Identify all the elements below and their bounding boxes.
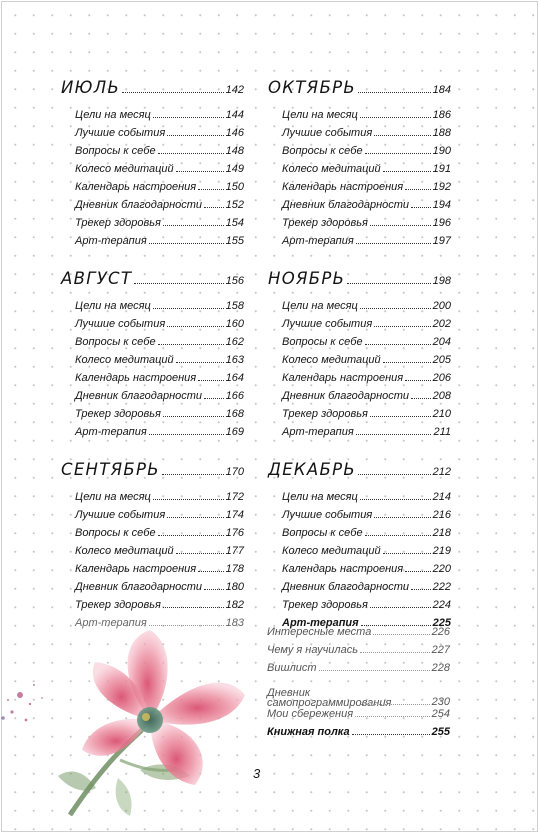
toc-item-page: 176 bbox=[225, 527, 244, 539]
dot-leader bbox=[158, 535, 224, 536]
dot-leader bbox=[158, 344, 224, 345]
toc-item-page: 149 bbox=[225, 163, 244, 175]
toc-item[interactable] bbox=[75, 235, 244, 253]
month-name: СЕНТЯБРЬ bbox=[61, 460, 160, 479]
month-name: НОЯБРЬ bbox=[268, 269, 346, 288]
toc-item-label: Интересные места bbox=[267, 626, 372, 638]
toc-item-label: Лучшие события bbox=[75, 318, 166, 330]
dot-leader bbox=[204, 398, 224, 399]
toc-section-november bbox=[268, 269, 451, 444]
toc-item-page: 220 bbox=[432, 563, 451, 575]
toc-item[interactable] bbox=[282, 426, 451, 444]
month-page-number: 170 bbox=[225, 466, 244, 478]
dot-leader bbox=[383, 553, 431, 554]
toc-item-label: Дневник благодарности bbox=[282, 390, 410, 402]
toc-item[interactable] bbox=[75, 181, 244, 199]
dot-leader bbox=[176, 553, 224, 554]
dot-leader bbox=[352, 734, 430, 735]
toc-item-page: 155 bbox=[225, 235, 244, 247]
toc-item[interactable] bbox=[75, 491, 244, 509]
toc-item[interactable] bbox=[282, 491, 451, 509]
toc-extra-item[interactable] bbox=[267, 626, 450, 644]
dot-leader bbox=[405, 571, 431, 572]
toc-item-label: Дневник благодарности bbox=[75, 390, 203, 402]
toc-item-label: Арт-терапия bbox=[75, 235, 147, 247]
dot-leader bbox=[176, 362, 224, 363]
toc-item-page: 158 bbox=[225, 300, 244, 312]
leaf bbox=[58, 772, 96, 791]
toc-extra-item[interactable] bbox=[267, 644, 450, 662]
toc-item-label: Дневник благодарности bbox=[75, 199, 203, 211]
toc-item-label: Мои сбережения bbox=[267, 708, 354, 720]
toc-item-page: 226 bbox=[431, 626, 450, 638]
toc-extra-item[interactable] bbox=[267, 726, 450, 744]
dot-leader bbox=[153, 117, 224, 118]
dot-leader bbox=[374, 135, 430, 136]
toc-item-page: 188 bbox=[432, 127, 451, 139]
toc-item-label: Дневник самопрограммирования bbox=[267, 687, 392, 709]
watercolor-flower-illustration bbox=[0, 600, 260, 820]
toc-item[interactable] bbox=[75, 354, 244, 372]
dot-leader bbox=[355, 716, 430, 717]
toc-item-label: Книжная полка bbox=[267, 726, 350, 738]
dot-leader bbox=[356, 434, 432, 435]
toc-item-label: Дневник благодарности bbox=[282, 199, 410, 211]
toc-item-label: Цели на месяц bbox=[75, 300, 151, 312]
toc-item-label: Цели на месяц bbox=[75, 109, 151, 121]
dot-leader bbox=[383, 362, 431, 363]
dot-leader bbox=[204, 207, 224, 208]
toc-item-page: 166 bbox=[225, 390, 244, 402]
toc-item-label: Вопросы к себе bbox=[282, 145, 363, 157]
toc-item-page: 218 bbox=[432, 527, 451, 539]
toc-item-label: Трекер здоровья bbox=[75, 408, 161, 420]
toc-item-page: 210 bbox=[432, 408, 451, 420]
toc-column-left bbox=[61, 78, 244, 651]
toc-month-heading[interactable] bbox=[61, 78, 244, 104]
toc-item-label: Цели на месяц bbox=[282, 109, 358, 121]
page-number: 3 bbox=[253, 766, 261, 781]
dot-leader bbox=[360, 652, 430, 653]
toc-item[interactable] bbox=[282, 109, 451, 127]
dot-leader bbox=[370, 225, 431, 226]
dot-leader bbox=[198, 189, 224, 190]
month-page-number: 198 bbox=[432, 275, 451, 287]
toc-item-label: Лучшие события bbox=[282, 127, 373, 139]
dot-leader bbox=[158, 153, 224, 154]
month-name: ИЮЛЬ bbox=[61, 78, 121, 97]
toc-item-label: Колесо медитаций bbox=[282, 545, 381, 557]
toc-item-page: 194 bbox=[432, 199, 451, 211]
toc-item[interactable] bbox=[282, 163, 451, 181]
toc-item-label: Арт-терапия bbox=[282, 617, 359, 629]
toc-item[interactable] bbox=[282, 300, 451, 318]
toc-section-december bbox=[268, 460, 451, 635]
toc-item-label: Колесо медитаций bbox=[282, 163, 381, 175]
toc-month-heading[interactable] bbox=[61, 460, 244, 486]
toc-extra-item[interactable] bbox=[267, 680, 450, 708]
dot-leader bbox=[163, 225, 224, 226]
toc-item-page: 174 bbox=[225, 509, 244, 521]
dot-leader bbox=[411, 207, 431, 208]
toc-item-label: Календарь настроения bbox=[75, 372, 197, 384]
toc-item[interactable] bbox=[282, 563, 451, 581]
toc-item-page: 152 bbox=[225, 199, 244, 211]
toc-item-page: 183 bbox=[225, 617, 244, 629]
dot-leader bbox=[360, 499, 431, 500]
dot-leader bbox=[373, 634, 429, 635]
dot-leader bbox=[360, 308, 431, 309]
toc-item[interactable] bbox=[75, 408, 244, 426]
toc-item-page: 180 bbox=[225, 581, 244, 593]
toc-item[interactable] bbox=[282, 390, 451, 408]
toc-item-label: Чему я научилась bbox=[267, 644, 359, 656]
month-page-number: 212 bbox=[432, 466, 451, 478]
dot-leader bbox=[204, 589, 224, 590]
toc-item-page: 192 bbox=[432, 181, 451, 193]
toc-item[interactable] bbox=[75, 199, 244, 217]
toc-item-page: 254 bbox=[431, 708, 450, 720]
toc-item-page: 163 bbox=[225, 354, 244, 366]
toc-item[interactable] bbox=[282, 372, 451, 390]
toc-item-label: Дневник благодарности bbox=[75, 581, 203, 593]
toc-item-page: 208 bbox=[432, 390, 451, 402]
toc-item-label: Вопросы к себе bbox=[75, 527, 156, 539]
toc-item-page: 191 bbox=[432, 163, 451, 175]
toc-item-label: Календарь настроения bbox=[282, 372, 404, 384]
toc-item-page: 202 bbox=[432, 318, 451, 330]
month-name: ОКТЯБРЬ bbox=[268, 78, 356, 97]
toc-item[interactable] bbox=[75, 300, 244, 318]
toc-item-page: 182 bbox=[225, 599, 244, 611]
toc-item[interactable] bbox=[282, 408, 451, 426]
toc-item-label: Трекер здоровья bbox=[282, 599, 368, 611]
toc-item-page: 216 bbox=[432, 509, 451, 521]
month-page-number: 142 bbox=[225, 84, 244, 96]
toc-item-page: 154 bbox=[225, 217, 244, 229]
dot-leader bbox=[153, 308, 224, 309]
toc-item-label: Трекер здоровья bbox=[75, 599, 161, 611]
toc-item[interactable] bbox=[75, 109, 244, 127]
dot-leader bbox=[365, 153, 431, 154]
toc-item[interactable] bbox=[282, 181, 451, 199]
toc-item-page: 227 bbox=[431, 644, 450, 656]
toc-item-label: Календарь настроения bbox=[282, 181, 404, 193]
flower-petals bbox=[82, 630, 245, 785]
toc-item[interactable] bbox=[282, 235, 451, 253]
dot-leader bbox=[319, 670, 430, 671]
toc-item[interactable] bbox=[282, 199, 451, 217]
toc-item[interactable] bbox=[282, 318, 451, 336]
toc-item[interactable] bbox=[75, 318, 244, 336]
dot-leader bbox=[374, 326, 430, 327]
dot-leader bbox=[383, 171, 431, 172]
toc-item[interactable] bbox=[75, 426, 244, 444]
toc-item-label: Календарь настроения bbox=[75, 563, 197, 575]
toc-month-heading[interactable] bbox=[268, 78, 451, 104]
toc-item-label: Трекер здоровья bbox=[282, 217, 368, 229]
dot-leader bbox=[365, 344, 431, 345]
toc-item-page: 178 bbox=[225, 563, 244, 575]
toc-item[interactable] bbox=[282, 336, 451, 354]
toc-item-label: Трекер здоровья bbox=[75, 217, 161, 229]
toc-item-page: 164 bbox=[225, 372, 244, 384]
toc-item-label: Лучшие события bbox=[75, 509, 166, 521]
toc-item-page: 255 bbox=[431, 726, 450, 738]
toc-item[interactable] bbox=[75, 563, 244, 581]
toc-item-page: 196 bbox=[432, 217, 451, 229]
toc-item-label: Календарь настроения bbox=[75, 181, 197, 193]
dot-leader bbox=[365, 535, 431, 536]
dot-leader bbox=[149, 243, 224, 244]
month-page-number: 156 bbox=[225, 275, 244, 287]
toc-item-page: 168 bbox=[225, 408, 244, 420]
dot-leader bbox=[361, 704, 430, 705]
dot-leader bbox=[149, 434, 224, 435]
toc-item-label: Дневник благодарности bbox=[282, 581, 410, 593]
toc-month-heading[interactable] bbox=[268, 269, 451, 295]
toc-item-label: Колесо медитаций bbox=[75, 545, 174, 557]
toc-item-page: 228 bbox=[431, 662, 450, 674]
toc-item-label: Вопросы к себе bbox=[75, 145, 156, 157]
toc-item[interactable] bbox=[75, 390, 244, 408]
toc-item-label: Вишлист bbox=[267, 662, 317, 674]
toc-item[interactable] bbox=[75, 545, 244, 563]
toc-item-page: 230 bbox=[431, 696, 450, 708]
toc-item[interactable] bbox=[282, 581, 451, 599]
dot-leader bbox=[134, 283, 223, 284]
month-name: АВГУСТ bbox=[61, 269, 133, 288]
dot-leader bbox=[162, 474, 224, 475]
dot-leader bbox=[122, 92, 224, 93]
toc-item-label: Цели на месяц bbox=[282, 300, 358, 312]
toc-extra-item[interactable] bbox=[267, 662, 450, 680]
toc-item-label: Колесо медитаций bbox=[75, 163, 174, 175]
dot-leader bbox=[153, 499, 224, 500]
toc-item-page: 200 bbox=[432, 300, 451, 312]
toc-item-page: 214 bbox=[432, 491, 451, 503]
toc-item[interactable] bbox=[282, 127, 451, 145]
dot-leader bbox=[356, 243, 431, 244]
month-name: ДЕКАБРЬ bbox=[268, 460, 357, 479]
toc-item-page: 177 bbox=[225, 545, 244, 557]
toc-item-page: 190 bbox=[432, 145, 451, 157]
toc-item-page: 160 bbox=[225, 318, 244, 330]
toc-item[interactable] bbox=[75, 217, 244, 235]
toc-item-page: 206 bbox=[432, 372, 451, 384]
toc-month-heading[interactable] bbox=[61, 269, 244, 295]
dot-leader bbox=[370, 416, 431, 417]
toc-item-page: 205 bbox=[432, 354, 451, 366]
dot-leader bbox=[176, 171, 224, 172]
toc-item-page: 172 bbox=[225, 491, 244, 503]
dot-leader bbox=[370, 607, 431, 608]
toc-item-label: Вопросы к себе bbox=[75, 336, 156, 348]
toc-item-page: 148 bbox=[225, 145, 244, 157]
toc-item[interactable] bbox=[75, 581, 244, 599]
toc-item-page: 150 bbox=[225, 181, 244, 193]
toc-item-page: 204 bbox=[432, 336, 451, 348]
dot-leader bbox=[405, 380, 431, 381]
toc-item-label: Цели на месяц bbox=[75, 491, 151, 503]
toc-item[interactable] bbox=[75, 127, 244, 145]
toc-item[interactable] bbox=[282, 545, 451, 563]
toc-item-page: 224 bbox=[432, 599, 451, 611]
toc-item-label: Календарь настроения bbox=[282, 563, 404, 575]
toc-item[interactable] bbox=[75, 372, 244, 390]
toc-item[interactable] bbox=[282, 217, 451, 235]
toc-item[interactable] bbox=[282, 509, 451, 527]
toc-item-page: 162 bbox=[225, 336, 244, 348]
toc-item-page: 146 bbox=[225, 127, 244, 139]
dot-leader bbox=[374, 517, 430, 518]
toc-item[interactable] bbox=[75, 336, 244, 354]
toc-month-heading[interactable] bbox=[268, 460, 451, 486]
toc-item-page: 219 bbox=[432, 545, 451, 557]
toc-item[interactable] bbox=[75, 163, 244, 181]
dot-leader bbox=[358, 92, 431, 93]
toc-item-page: 186 bbox=[432, 109, 451, 121]
toc-item-label: Лучшие события bbox=[282, 318, 373, 330]
dot-leader bbox=[405, 189, 431, 190]
toc-item-label: Вопросы к себе bbox=[282, 336, 363, 348]
dot-leader bbox=[198, 571, 224, 572]
dot-leader bbox=[411, 589, 431, 590]
toc-column-right bbox=[268, 78, 451, 651]
dot-leader bbox=[167, 135, 223, 136]
toc-item-page: 225 bbox=[432, 617, 451, 629]
toc-item-label: Арт-терапия bbox=[282, 235, 354, 247]
toc-item-label: Вопросы к себе bbox=[282, 527, 363, 539]
toc-item[interactable] bbox=[75, 509, 244, 527]
dot-leader bbox=[167, 517, 223, 518]
toc-item-page: 144 bbox=[225, 109, 244, 121]
dot-leader bbox=[411, 398, 431, 399]
toc-extras bbox=[267, 626, 450, 744]
toc-item-page: 197 bbox=[432, 235, 451, 247]
toc-item-label: Арт-терапия bbox=[75, 617, 147, 629]
toc-item-label: Арт-терапия bbox=[282, 426, 354, 438]
toc-section-august bbox=[61, 269, 244, 444]
toc-item[interactable] bbox=[282, 145, 451, 163]
toc-item-label: Колесо медитаций bbox=[75, 354, 174, 366]
toc-item-label: Трекер здоровья bbox=[282, 408, 368, 420]
toc-item[interactable] bbox=[75, 145, 244, 163]
toc-section-october bbox=[268, 78, 451, 253]
paint-splatters bbox=[1, 684, 43, 721]
toc-item-page: 211 bbox=[433, 426, 451, 438]
toc-extra-item[interactable] bbox=[267, 708, 450, 726]
dot-leader bbox=[198, 380, 224, 381]
toc-item-label: Колесо медитаций bbox=[282, 354, 381, 366]
toc-item-label: Цели на месяц bbox=[282, 491, 358, 503]
toc-item[interactable] bbox=[282, 599, 451, 617]
toc-item[interactable] bbox=[282, 527, 451, 545]
toc-item-page: 222 bbox=[432, 581, 451, 593]
dot-leader bbox=[360, 117, 431, 118]
toc-item-page: 169 bbox=[225, 426, 244, 438]
toc-section-july bbox=[61, 78, 244, 253]
dot-leader bbox=[163, 416, 224, 417]
month-page-number: 184 bbox=[432, 84, 451, 96]
dot-leader bbox=[347, 283, 430, 284]
dot-leader bbox=[167, 326, 223, 327]
flower-center bbox=[137, 707, 163, 733]
dot-leader bbox=[358, 474, 431, 475]
toc-item-label: Арт-терапия bbox=[75, 426, 147, 438]
toc-item-label: Лучшие события bbox=[282, 509, 373, 521]
toc-item[interactable] bbox=[282, 354, 451, 372]
toc-item[interactable] bbox=[75, 527, 244, 545]
toc-item-label: Лучшие события bbox=[75, 127, 166, 139]
